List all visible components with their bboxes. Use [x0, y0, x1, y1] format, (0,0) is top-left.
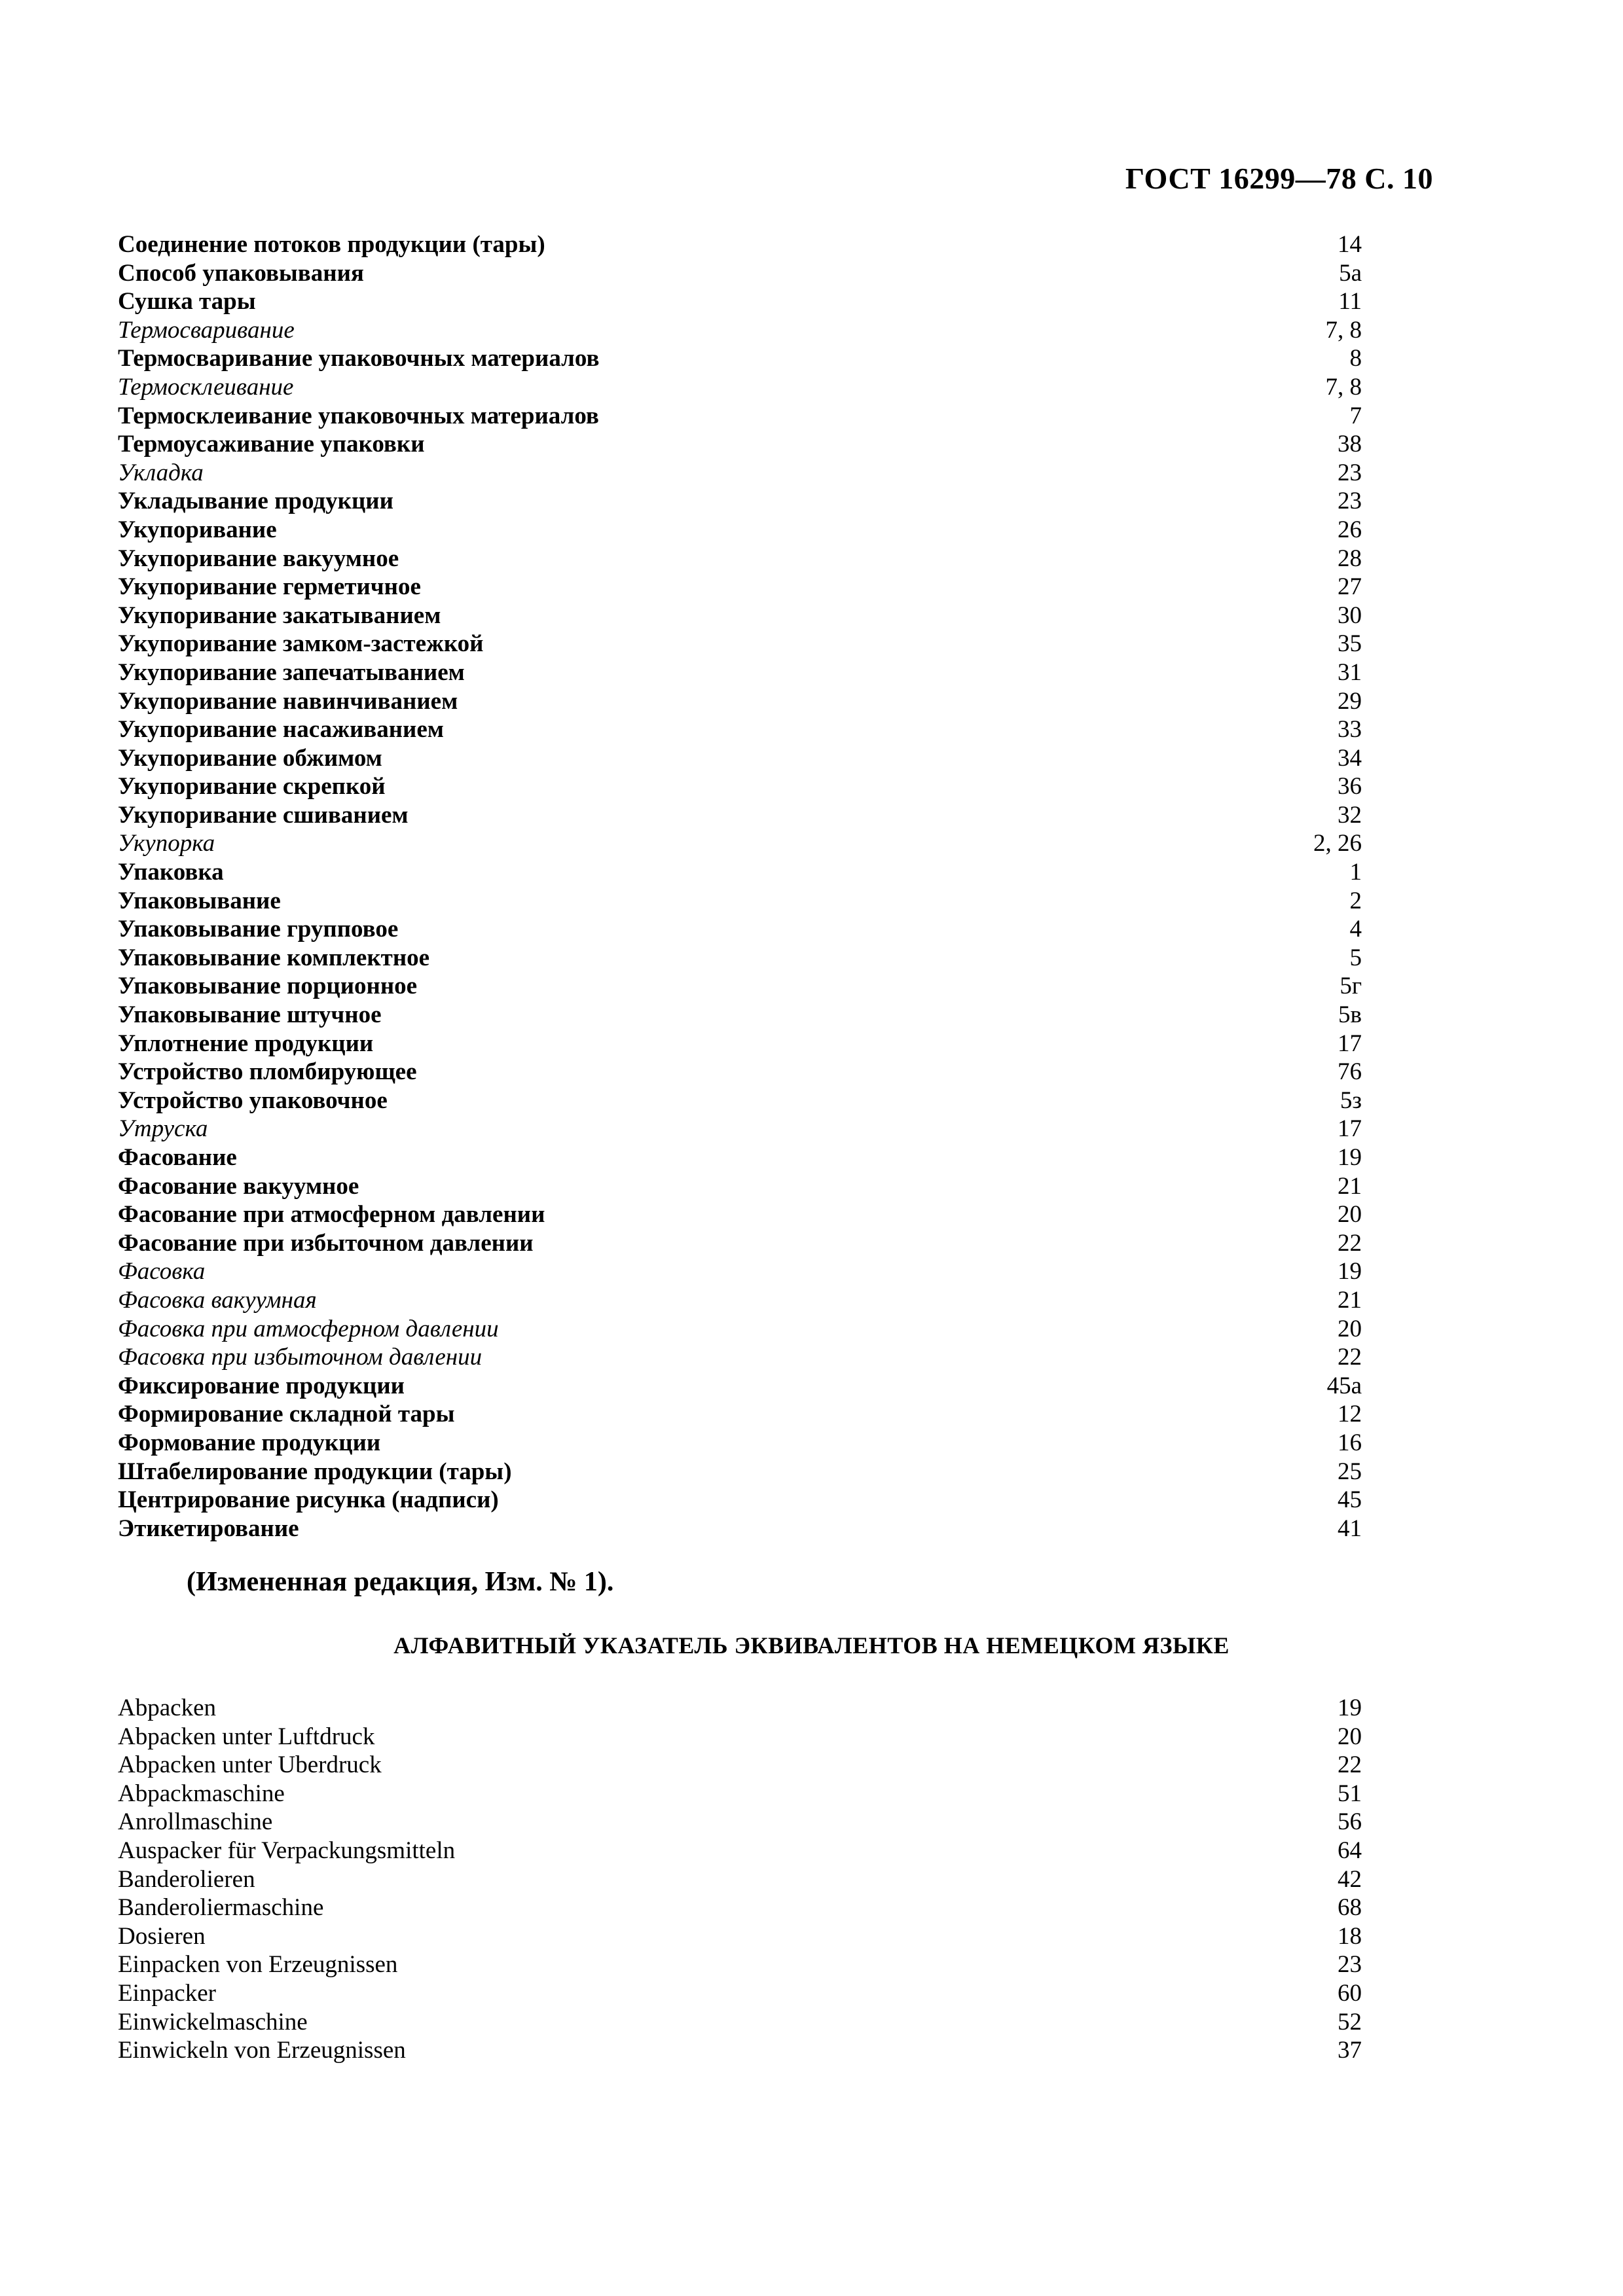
- index-reference: 2, 26: [1313, 830, 1362, 857]
- index-reference: 36: [1338, 773, 1362, 800]
- index-reference: 27: [1338, 573, 1362, 601]
- index-term: Abpackmaschine: [118, 1780, 285, 1807]
- index-term: Формирование складной тары: [118, 1401, 455, 1428]
- index-entry: [118, 1315, 1362, 1344]
- index-term: Фиксирование продукции: [118, 1372, 405, 1399]
- index-entry: [118, 1400, 1362, 1429]
- index-reference: 45а: [1326, 1372, 1362, 1399]
- index-reference: 30: [1338, 601, 1362, 629]
- index-term: Термосклеивание упаковочных материалов: [118, 402, 599, 429]
- index-entry: [118, 573, 1362, 601]
- index-reference: 56: [1338, 1808, 1362, 1836]
- index-reference: 25: [1338, 1458, 1362, 1485]
- index-term: Центрирование рисунка (надписи): [118, 1486, 499, 1514]
- index-entry: [118, 402, 1362, 431]
- index-reference: 19: [1338, 1258, 1362, 1285]
- index-reference: 41: [1338, 1515, 1362, 1542]
- page-header: ГОСТ 16299—78 С. 10: [1125, 162, 1433, 195]
- index-term: Укладывание продукции: [118, 488, 393, 515]
- index-entry: [118, 373, 1362, 402]
- index-term: Укладка: [118, 459, 204, 486]
- index-term: Укупоривание замком-застежкой: [118, 630, 484, 658]
- amendment-note: (Измененная редакция, Изм. № 1).: [187, 1567, 614, 1597]
- index-term: Einwickeln von Erzeugnissen: [118, 2037, 406, 2064]
- index-term: Dosieren: [118, 1922, 206, 1950]
- index-term: Укупоривание обжимом: [118, 744, 382, 772]
- index-reference: 20: [1338, 1723, 1362, 1750]
- index-term: Укупоривание скрепкой: [118, 773, 386, 800]
- index-reference: 22: [1338, 1229, 1362, 1257]
- index-term: Einwickelmaschine: [118, 2008, 308, 2036]
- index-term: Устройство упаковочное: [118, 1086, 388, 1114]
- index-term: Banderolieren: [118, 1865, 255, 1893]
- index-reference: 23: [1338, 459, 1362, 486]
- index-term: Auspacker für Verpackungsmitteln: [118, 1837, 456, 1864]
- index-reference: 5а: [1339, 259, 1362, 287]
- index-term: Утруска: [118, 1115, 208, 1143]
- index-reference: 23: [1338, 488, 1362, 515]
- index-term: Укупоривание навинчиванием: [118, 687, 458, 715]
- index-entry: [118, 1808, 1362, 1837]
- index-entry: [118, 1200, 1362, 1229]
- index-entry: [118, 1429, 1362, 1458]
- index-entry: [118, 230, 1362, 259]
- index-entry: [118, 1286, 1362, 1315]
- index-reference: 5з: [1340, 1086, 1362, 1114]
- index-term: Abpacken: [118, 1695, 216, 1721]
- index-reference: 12: [1338, 1401, 1362, 1428]
- index-reference: 5: [1349, 944, 1362, 971]
- index-entry: [118, 1723, 1362, 1751]
- index-entry: [118, 1343, 1362, 1372]
- index-reference: 18: [1338, 1922, 1362, 1950]
- index-entry: [118, 1950, 1362, 1979]
- index-term: Упаковывание комплектное: [118, 944, 430, 971]
- index-entry: [118, 487, 1362, 516]
- index-term: Фасовка вакуумная: [118, 1286, 317, 1314]
- index-reference: 34: [1338, 744, 1362, 772]
- index-entry: [118, 1058, 1362, 1086]
- index-term: Упаковывание порционное: [118, 973, 418, 1000]
- index-entry: [118, 829, 1362, 858]
- index-entry: [118, 316, 1362, 345]
- index-term: Укупоривание герметичное: [118, 573, 421, 601]
- index-term: Укупоривание насаживанием: [118, 716, 445, 744]
- index-reference: 17: [1338, 1030, 1362, 1057]
- index-reference: 8: [1349, 345, 1362, 372]
- index-entry: [118, 1229, 1362, 1258]
- german-index-heading: АЛФАВИТНЫЙ УКАЗАТЕЛЬ ЭКВИВАЛЕНТОВ НА НЕМЕЦКОМ ЯЗЫКЕ: [393, 1632, 1230, 1659]
- index-term: Укупоривание вакуумное: [118, 545, 399, 572]
- index-term: Способ упаковывания: [118, 259, 364, 287]
- index-term: Einpacken von Erzeugnissen: [118, 1951, 398, 1979]
- index-entry: [118, 1979, 1362, 2008]
- index-term: Сушка тары: [118, 288, 256, 315]
- index-term: Соединение потоков продукции (тары): [118, 231, 545, 258]
- index-term: Фасование: [118, 1144, 237, 1171]
- index-reference: 22: [1338, 1751, 1362, 1779]
- index-entry: [118, 658, 1362, 687]
- index-reference: 51: [1338, 1780, 1362, 1807]
- index-reference: 7, 8: [1325, 373, 1362, 401]
- index-reference: 76: [1338, 1058, 1362, 1086]
- index-term: Укупоривание сшиванием: [118, 801, 409, 829]
- index-term: Фасовка при избыточном давлении: [118, 1344, 483, 1371]
- index-entry: [118, 744, 1362, 773]
- index-reference: 33: [1338, 716, 1362, 744]
- index-term: Abpacken unter Luftdruck: [118, 1723, 375, 1750]
- index-reference: 5г: [1340, 973, 1362, 1000]
- index-entry: [118, 1257, 1362, 1286]
- index-entry: [118, 1780, 1362, 1808]
- index-reference: 19: [1338, 1695, 1362, 1721]
- index-reference: 29: [1338, 687, 1362, 715]
- index-term: Формование продукции: [118, 1429, 381, 1456]
- index-reference: 19: [1338, 1144, 1362, 1171]
- index-reference: 21: [1338, 1286, 1362, 1314]
- index-entry: [118, 516, 1362, 545]
- index-reference: 60: [1338, 1979, 1362, 2007]
- index-reference: 45: [1338, 1486, 1362, 1514]
- index-entry: [118, 1115, 1362, 1143]
- index-reference: 64: [1338, 1837, 1362, 1864]
- index-reference: 31: [1338, 658, 1362, 686]
- index-entry: [118, 1837, 1362, 1865]
- index-entry: [118, 1751, 1362, 1780]
- index-entry: [118, 2036, 1362, 2065]
- index-entry: [118, 259, 1362, 288]
- index-reference: 1: [1349, 859, 1362, 886]
- index-reference: 23: [1338, 1951, 1362, 1979]
- index-entry: [118, 287, 1362, 316]
- index-entry: [118, 1893, 1362, 1922]
- index-entry: [118, 1458, 1362, 1486]
- index-entry: [118, 630, 1362, 658]
- index-entry: [118, 1865, 1362, 1894]
- index-term: Einpacker: [118, 1979, 216, 2007]
- index-term: Этикетирование: [118, 1515, 299, 1542]
- index-term: Термоусаживание упаковки: [118, 431, 425, 458]
- index-term: Фасование вакуумное: [118, 1172, 359, 1200]
- index-reference: 11: [1338, 288, 1362, 315]
- index-entry: [118, 459, 1362, 488]
- index-reference: 42: [1338, 1865, 1362, 1893]
- index-entry: [118, 1372, 1362, 1401]
- index-entry: [118, 344, 1362, 373]
- index-term: Укупоривание: [118, 516, 277, 543]
- index-term: Фасование при атмосферном давлении: [118, 1201, 545, 1229]
- index-entry: [118, 1001, 1362, 1030]
- index-term: Anrollmaschine: [118, 1808, 273, 1836]
- index-term: Уплотнение продукции: [118, 1030, 374, 1057]
- index-entry: [118, 944, 1362, 973]
- index-entry: [118, 915, 1362, 944]
- index-reference: 68: [1338, 1894, 1362, 1922]
- index-term: Упаковывание штучное: [118, 1001, 382, 1029]
- index-reference: 16: [1338, 1429, 1362, 1456]
- index-term: Упаковывание групповое: [118, 916, 399, 943]
- index-reference: 20: [1338, 1201, 1362, 1229]
- index-entry: [118, 1922, 1362, 1951]
- index-term: Термосваривание: [118, 316, 295, 344]
- index-entry: [118, 545, 1362, 573]
- index-entry: [118, 687, 1362, 716]
- index-entry: [118, 887, 1362, 916]
- index-reference: 17: [1338, 1115, 1362, 1143]
- index-entry: [118, 858, 1362, 887]
- index-reference: 32: [1338, 801, 1362, 829]
- index-reference: 52: [1338, 2008, 1362, 2036]
- index-term: Упаковывание: [118, 887, 281, 914]
- index-entry: [118, 1086, 1362, 1115]
- index-reference: 22: [1338, 1344, 1362, 1371]
- index-entry: [118, 1694, 1362, 1723]
- index-entry: [118, 430, 1362, 459]
- index-term: Фасовка при атмосферном давлении: [118, 1315, 499, 1342]
- index-entry: [118, 1486, 1362, 1515]
- index-entry: [118, 801, 1362, 830]
- index-reference: 20: [1338, 1315, 1362, 1342]
- index-entry: [118, 972, 1362, 1001]
- index-term: Термосклеивание: [118, 373, 294, 401]
- index-reference: 2: [1349, 887, 1362, 914]
- index-reference: 28: [1338, 545, 1362, 572]
- index-reference: 5в: [1338, 1001, 1362, 1029]
- index-entry: [118, 1172, 1362, 1201]
- index-term: Укупоривание закатыванием: [118, 601, 441, 629]
- index-term: Упаковка: [118, 859, 224, 886]
- index-reference: 7: [1349, 402, 1362, 429]
- german-equivalents-index: [118, 1694, 1362, 2065]
- index-reference: 26: [1338, 516, 1362, 543]
- index-term: Укупоривание запечатыванием: [118, 658, 465, 686]
- index-reference: 4: [1349, 916, 1362, 943]
- index-term: Фасование при избыточном давлении: [118, 1229, 534, 1257]
- index-entry: [118, 715, 1362, 744]
- index-term: Термосваривание упаковочных материалов: [118, 345, 600, 372]
- index-entry: [118, 772, 1362, 801]
- index-reference: 21: [1338, 1172, 1362, 1200]
- index-entry: [118, 1143, 1362, 1172]
- index-term: Устройство пломбирующее: [118, 1058, 417, 1086]
- index-reference: 14: [1338, 231, 1362, 258]
- index-term: Штабелирование продукции (тары): [118, 1458, 512, 1485]
- index-term: Banderoliermaschine: [118, 1894, 324, 1922]
- index-term: Укупорка: [118, 830, 215, 857]
- index-entry: [118, 2008, 1362, 2037]
- index-term: Abpacken unter Uberdruck: [118, 1751, 382, 1779]
- index-term: Фасовка: [118, 1258, 206, 1285]
- index-reference: 7, 8: [1325, 316, 1362, 344]
- russian-term-index: [118, 230, 1362, 1543]
- index-reference: 35: [1338, 630, 1362, 658]
- index-entry: [118, 601, 1362, 630]
- index-entry: [118, 1515, 1362, 1543]
- index-reference: 38: [1338, 431, 1362, 458]
- index-entry: [118, 1030, 1362, 1058]
- index-reference: 37: [1338, 2037, 1362, 2064]
